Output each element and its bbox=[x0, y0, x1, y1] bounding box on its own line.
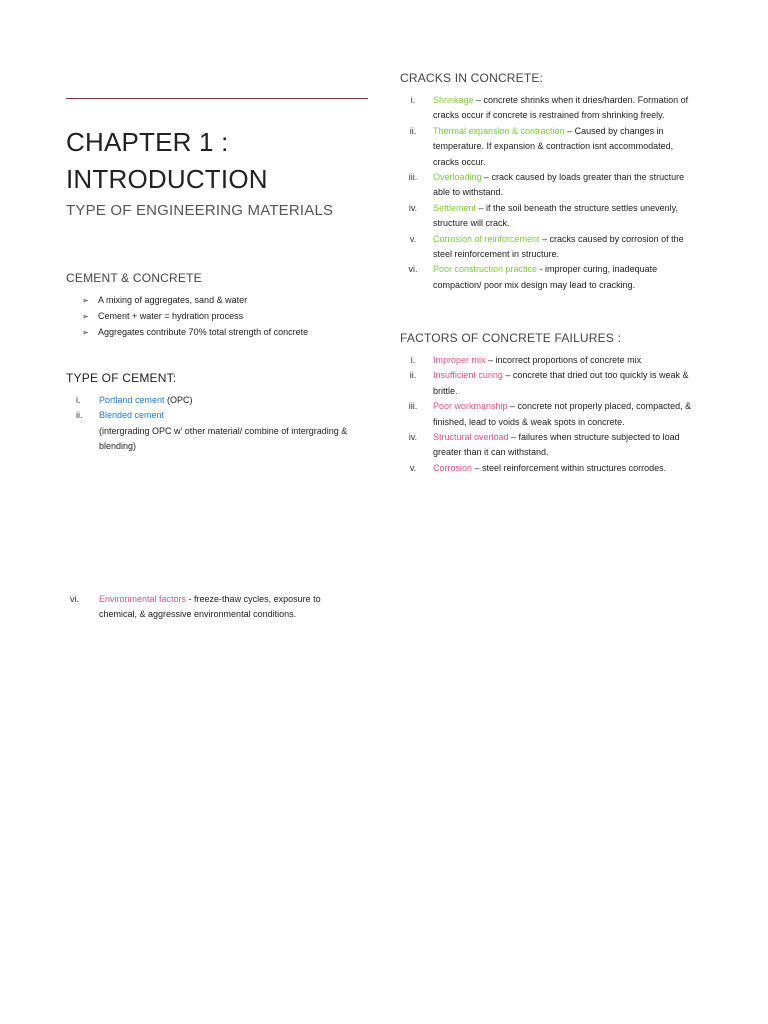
list-number: iii. bbox=[408, 401, 418, 412]
list-number: vi. bbox=[70, 594, 79, 604]
term: Corrosion of reinforcement bbox=[433, 233, 540, 244]
list-item bbox=[400, 201, 700, 232]
definition: – concrete that dried out too quickly is weak & brittle. bbox=[433, 370, 689, 396]
list-item bbox=[400, 124, 700, 170]
definition: – steel reinforcement within structures corrodes. bbox=[472, 462, 667, 473]
top-divider bbox=[66, 98, 368, 99]
definition: – Caused by changes in temperature. If expansion & contraction isnt accommodated, cracks occur. bbox=[433, 125, 674, 167]
list-item bbox=[400, 368, 700, 399]
term: Settlement bbox=[433, 202, 477, 213]
term: Shrinkage bbox=[433, 95, 474, 105]
definition: – incorrect proportions of concrete mix bbox=[485, 355, 642, 365]
term: Corrosion bbox=[433, 462, 473, 473]
definition: – crack caused by loads greater than the structure able to withstand. bbox=[433, 172, 685, 198]
cement-concrete-heading: CEMENT & CONCRETE bbox=[66, 271, 202, 285]
cracks-list bbox=[400, 93, 700, 293]
list-number: v. bbox=[409, 233, 417, 244]
definition: – cracks caused by corrosion of the steel reinforcement in structure. bbox=[433, 233, 684, 260]
bullet-text: A mixing of aggregates, sand & water bbox=[98, 295, 248, 305]
bullet-item bbox=[82, 324, 308, 340]
chapter-title-line1: CHAPTER 1 : bbox=[66, 127, 229, 157]
definition: - freeze-thaw cycles, exposure to chemical, & aggressive environmental conditions. bbox=[99, 594, 321, 620]
term: Improper mix bbox=[433, 355, 486, 365]
term: Environmental factors bbox=[99, 594, 187, 604]
list-item bbox=[400, 232, 700, 263]
definition: – concrete shrinks when it dries/harden. Formation of cracks occur if concrete is restrained from shrinking freely. bbox=[433, 95, 689, 121]
list-number: iv. bbox=[408, 202, 418, 213]
bullet-text: Cement + water = hydration process bbox=[98, 311, 244, 321]
definition: (OPC) bbox=[164, 395, 193, 405]
list-number: ii. bbox=[76, 410, 83, 421]
list-number: iii. bbox=[408, 172, 418, 183]
list-number: ii. bbox=[409, 370, 417, 381]
list-item bbox=[66, 408, 356, 454]
environmental-factors-list bbox=[66, 592, 356, 623]
arrowhead-bullet-icon: ➢ bbox=[82, 327, 89, 337]
bullet-text: Aggregates contribute 70% total strength of concrete bbox=[98, 327, 309, 337]
arrowhead-bullet-icon: ➢ bbox=[82, 311, 89, 321]
chapter-title-line2: INTRODUCTION bbox=[66, 164, 268, 194]
chapter-subtitle: TYPE OF ENGINEERING MATERIALS bbox=[66, 202, 334, 219]
list-item bbox=[400, 461, 700, 476]
list-item bbox=[400, 262, 700, 293]
term: Poor workmanship bbox=[433, 401, 508, 412]
arrowhead-bullet-icon: ➢ bbox=[82, 295, 89, 305]
factors-heading: FACTORS OF CONCRETE FAILURES : bbox=[400, 331, 622, 345]
list-number: i. bbox=[410, 355, 416, 365]
list-number: vi. bbox=[408, 264, 418, 275]
list-item bbox=[66, 592, 356, 623]
bullet-item bbox=[82, 308, 308, 324]
list-number: i. bbox=[76, 395, 81, 405]
type-of-cement-list bbox=[66, 393, 356, 455]
term: Structural overload bbox=[433, 432, 509, 443]
bullet-item bbox=[82, 292, 308, 308]
definition: (intergrading OPC w’ other material/ combine of intergrading & blending) bbox=[99, 425, 348, 452]
list-number: i. bbox=[410, 95, 416, 105]
list-number: iv. bbox=[408, 432, 418, 443]
term: Overloading bbox=[433, 172, 482, 183]
chapter-title bbox=[66, 124, 268, 198]
list-item bbox=[400, 353, 700, 368]
term: Poor construction practice bbox=[433, 264, 538, 275]
definition: – failures when structure subjected to load greater than it can withstand. bbox=[433, 432, 680, 458]
term: Thermal expansion & contraction bbox=[433, 125, 565, 136]
cement-concrete-bullets bbox=[82, 292, 308, 340]
factors-list bbox=[400, 353, 700, 476]
definition: – concrete not properly placed, compacted, & finished, lead to voids & weak spots in concrete. bbox=[433, 401, 692, 427]
list-item bbox=[400, 430, 700, 461]
definition: – if the soil beneath the structure settles unevenly, structure will crack. bbox=[433, 202, 678, 229]
list-number: ii. bbox=[409, 125, 417, 136]
list-item bbox=[400, 170, 700, 201]
term: Portland cement bbox=[99, 395, 165, 405]
list-item bbox=[400, 93, 700, 124]
term: Insufficient curing bbox=[433, 370, 503, 381]
type-of-cement-heading: TYPE OF CEMENT: bbox=[66, 371, 177, 385]
list-number: v. bbox=[409, 462, 417, 473]
definition: - improper curing, inadequate compaction/ poor mix design may lead to cracking. bbox=[433, 264, 658, 290]
list-item bbox=[66, 393, 356, 408]
term: Blended cement bbox=[99, 410, 165, 421]
list-item bbox=[400, 399, 700, 430]
cracks-heading: CRACKS IN CONCRETE: bbox=[400, 71, 544, 85]
